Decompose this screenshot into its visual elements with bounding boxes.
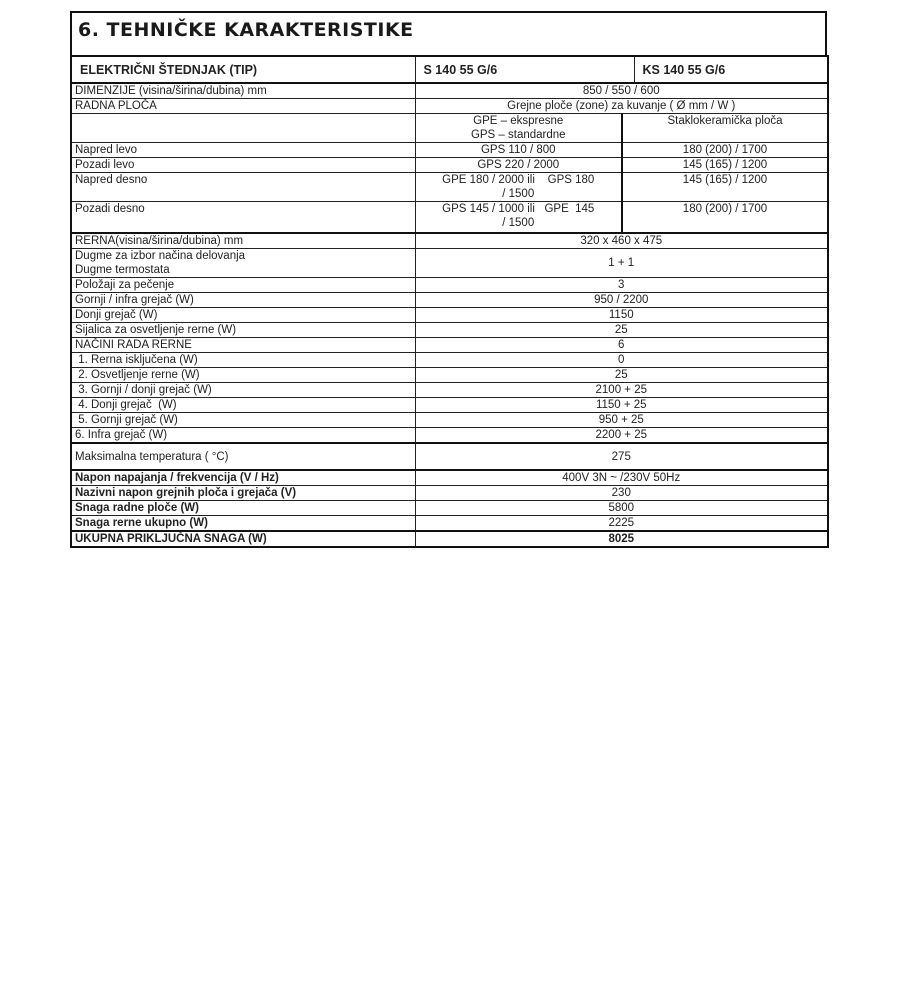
row-value: 0 [415, 353, 828, 368]
row-label: 3. Gornji / donji grejač (W) [71, 383, 415, 398]
value-line: / 1500 [502, 188, 535, 200]
table-row [71, 428, 828, 444]
table-row [71, 114, 828, 143]
value-line: GPS 145 / 1000 ili GPE 145 [442, 203, 595, 215]
row-label: DIMENZIJE (visina/širina/dubina) mm [71, 83, 415, 99]
header-label: ELEKTRIČNI ŠTEDNJAK (TIP) [71, 56, 415, 83]
row-value-model-1: GPS 220 / 2000 [415, 158, 622, 173]
row-label: Snaga rerne ukupno (W) [71, 516, 415, 532]
table-row [71, 501, 828, 516]
row-value-model-1 [415, 114, 622, 143]
value-line: GPE 180 / 2000 ili GPS 180 [442, 174, 595, 186]
row-label: Napred desno [71, 173, 415, 202]
table-row [71, 233, 828, 249]
row-value-model-1 [415, 202, 622, 234]
row-value-model-2: 180 (200) / 1700 [622, 202, 828, 234]
row-value-model-2: 145 (165) / 1200 [622, 158, 828, 173]
row-value: 3 [415, 278, 828, 293]
row-value: 400V 3N ~ /230V 50Hz [415, 470, 828, 486]
table-row [71, 338, 828, 353]
row-label: Nazivni napon grejnih ploča i grejača (V) [71, 486, 415, 501]
row-label: Maksimalna temperatura ( °C) [71, 443, 415, 470]
row-value: 950 + 25 [415, 413, 828, 428]
table-row [71, 83, 828, 99]
table-row [71, 293, 828, 308]
row-label: 1. Rerna isključena (W) [71, 353, 415, 368]
row-label: Pozadi desno [71, 202, 415, 234]
row-label: 4. Donji grejač (W) [71, 398, 415, 413]
row-label: 5. Gornji grejač (W) [71, 413, 415, 428]
row-value: 320 x 460 x 475 [415, 233, 828, 249]
table-row [71, 99, 828, 114]
row-value: 850 / 550 / 600 [415, 83, 828, 99]
row-label: 2. Osvetljenje rerne (W) [71, 368, 415, 383]
table-row [71, 323, 828, 338]
row-label: Snaga radne ploče (W) [71, 501, 415, 516]
section-title-box [70, 11, 827, 55]
table-row [71, 516, 828, 532]
header-model-1: S 140 55 G/6 [415, 56, 634, 83]
hob-type-line: GPS – standardne [470, 129, 566, 141]
specs-table [70, 55, 829, 548]
table-row [71, 398, 828, 413]
label-line: Dugme termostata [75, 264, 170, 276]
table-row-total [71, 531, 828, 547]
row-label: UKUPNA PRIKLJUČNA SNAGA (W) [71, 531, 415, 547]
row-label: Napon napajanja / frekvencija (V / Hz) [71, 470, 415, 486]
row-label: Donji grejač (W) [71, 308, 415, 323]
row-value-model-2: 180 (200) / 1700 [622, 143, 828, 158]
row-value: 1150 + 25 [415, 398, 828, 413]
value-line: / 1500 [502, 217, 535, 229]
row-label: Sijalica za osvetljenje rerne (W) [71, 323, 415, 338]
row-value: 1150 [415, 308, 828, 323]
row-label: Gornji / infra grejač (W) [71, 293, 415, 308]
table-row [71, 383, 828, 398]
row-label: Položaji za pečenje [71, 278, 415, 293]
label-line: Dugme za izbor načina delovanja [75, 250, 246, 262]
row-value: 8025 [415, 531, 828, 547]
row-value: 2200 + 25 [415, 428, 828, 444]
table-row [71, 443, 828, 470]
row-label: NAČINI RADA RERNE [71, 338, 415, 353]
table-row [71, 249, 828, 278]
table-row [71, 486, 828, 501]
row-value: 2225 [415, 516, 828, 532]
table-row [71, 158, 828, 173]
section-title: 6. TEHNIČKE KARAKTERISTIKE [78, 19, 414, 41]
row-value-model-2: Staklokeramička ploča [622, 114, 828, 143]
row-label [71, 114, 415, 143]
row-value: 1 + 1 [415, 249, 828, 278]
row-label: Pozadi levo [71, 158, 415, 173]
table-row [71, 413, 828, 428]
row-label: 6. Infra grejač (W) [71, 428, 415, 444]
header-model-2: KS 140 55 G/6 [634, 56, 828, 83]
row-label: RERNA(visina/širina/dubina) mm [71, 233, 415, 249]
table-row [71, 143, 828, 158]
row-value: 2100 + 25 [415, 383, 828, 398]
hob-type-line: GPE – ekspresne [473, 115, 564, 127]
header-row [71, 56, 828, 83]
table-row [71, 308, 828, 323]
row-value: 950 / 2200 [415, 293, 828, 308]
row-value-model-1: GPS 110 / 800 [415, 143, 622, 158]
row-value-model-2: 145 (165) / 1200 [622, 173, 828, 202]
row-value: 6 [415, 338, 828, 353]
row-label [71, 249, 415, 278]
row-value: 230 [415, 486, 828, 501]
table-row [71, 470, 828, 486]
tech-specs-sheet [70, 11, 827, 548]
row-value: Grejne ploče (zone) za kuvanje ( Ø mm / W ) [415, 99, 828, 114]
row-value: 275 [415, 443, 828, 470]
row-label: Napred levo [71, 143, 415, 158]
table-row [71, 368, 828, 383]
row-label: RADNA PLOČA [71, 99, 415, 114]
row-value: 5800 [415, 501, 828, 516]
row-value-model-1 [415, 173, 622, 202]
row-value: 25 [415, 368, 828, 383]
table-row [71, 173, 828, 202]
row-value: 25 [415, 323, 828, 338]
table-row [71, 202, 828, 234]
table-row [71, 278, 828, 293]
table-row [71, 353, 828, 368]
